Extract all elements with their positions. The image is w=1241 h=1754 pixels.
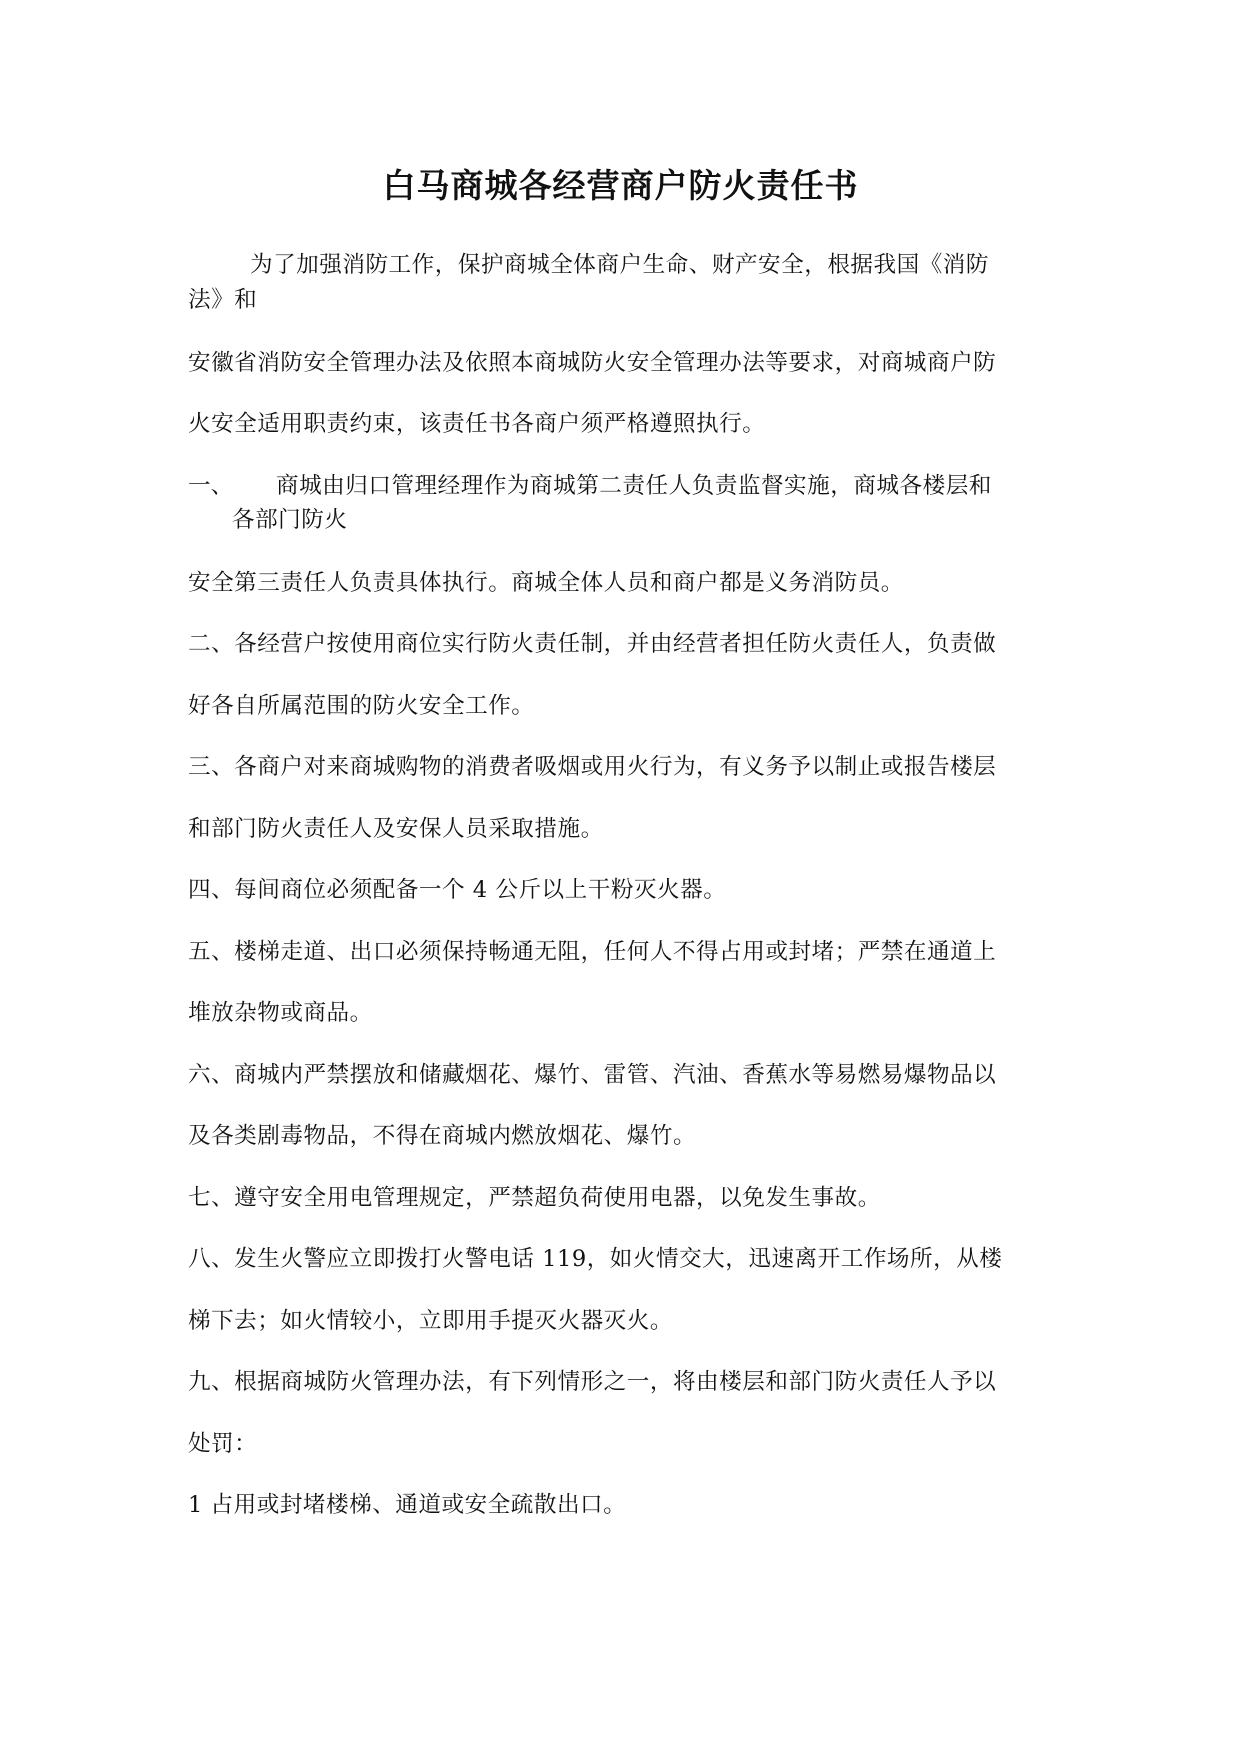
item-7-line-1: 七、遵守安全用电管理规定，严禁超负荷使用电器，以免发生事故。	[188, 1185, 881, 1211]
item-9-line-1: 九、根据商城防火管理办法，有下列情形之一，将由楼层和部门防火责任人予以	[188, 1369, 997, 1395]
intro-line-2: 法》和	[188, 287, 258, 313]
item-2-line-2: 好各自所属范围的防火安全工作。	[188, 693, 535, 719]
item-5-line-1: 五、楼梯走道、出口必须保持畅通无阻，任何人不得占用或封堵；严禁在通道上	[188, 939, 997, 965]
item-1-line-3: 安全第三责任人负责具体执行。商城全体人员和商户都是义务消防员。	[188, 570, 904, 596]
intro-line-1: 为了加强消防工作，保护商城全体商户生命、财产安全，根据我国《消防	[250, 252, 989, 278]
intro-line-3: 安徽省消防安全管理办法及依照本商城防火安全管理办法等要求，对商城商户防	[188, 350, 997, 376]
intro-line-4: 火安全适用职责约束，该责任书各商户须严格遵照执行。	[188, 411, 766, 437]
item-2-line-1: 二、各经营户按使用商位实行防火责任制，并由经营者担任防火责任人，负责做	[188, 631, 997, 657]
item-1-line-1: 商城由归口管理经理作为商城第二责任人负责监督实施，商城各楼层和	[276, 473, 992, 499]
item-3-line-1: 三、各商户对来商城购物的消费者吸烟或用火行为，有义务予以制止或报告楼层	[188, 754, 997, 780]
item-8-line-2: 梯下去；如火情较小，立即用手提灭火器灭火。	[188, 1308, 673, 1334]
item-4-line-1: 四、每间商位必须配备一个 4 公斤以上干粉灭火器。	[188, 877, 727, 903]
document-title: 白马商城各经营商户防火责任书	[382, 166, 859, 205]
item-6-line-2: 及各类剧毒物品，不得在商城内燃放烟花、爆竹。	[188, 1123, 697, 1149]
item-5-line-2: 堆放杂物或商品。	[188, 1000, 373, 1026]
item-1-marker: 一、	[188, 473, 234, 499]
item-6-line-1: 六、商城内严禁摆放和储藏烟花、爆竹、雷管、汽油、香蕉水等易燃易爆物品以	[188, 1062, 997, 1088]
item-1-line-2: 各部门防火	[232, 507, 348, 533]
item-8-line-1: 八、发生火警应立即拨打火警电话 119，如火情交大，迅速离开工作场所，从楼	[188, 1246, 1003, 1272]
item-9-line-2: 处罚：	[188, 1431, 258, 1457]
item-9-sub-1: 1 占用或封堵楼梯、通道或安全疏散出口。	[188, 1492, 627, 1518]
item-3-line-2: 和部门防火责任人及安保人员采取措施。	[188, 816, 604, 842]
